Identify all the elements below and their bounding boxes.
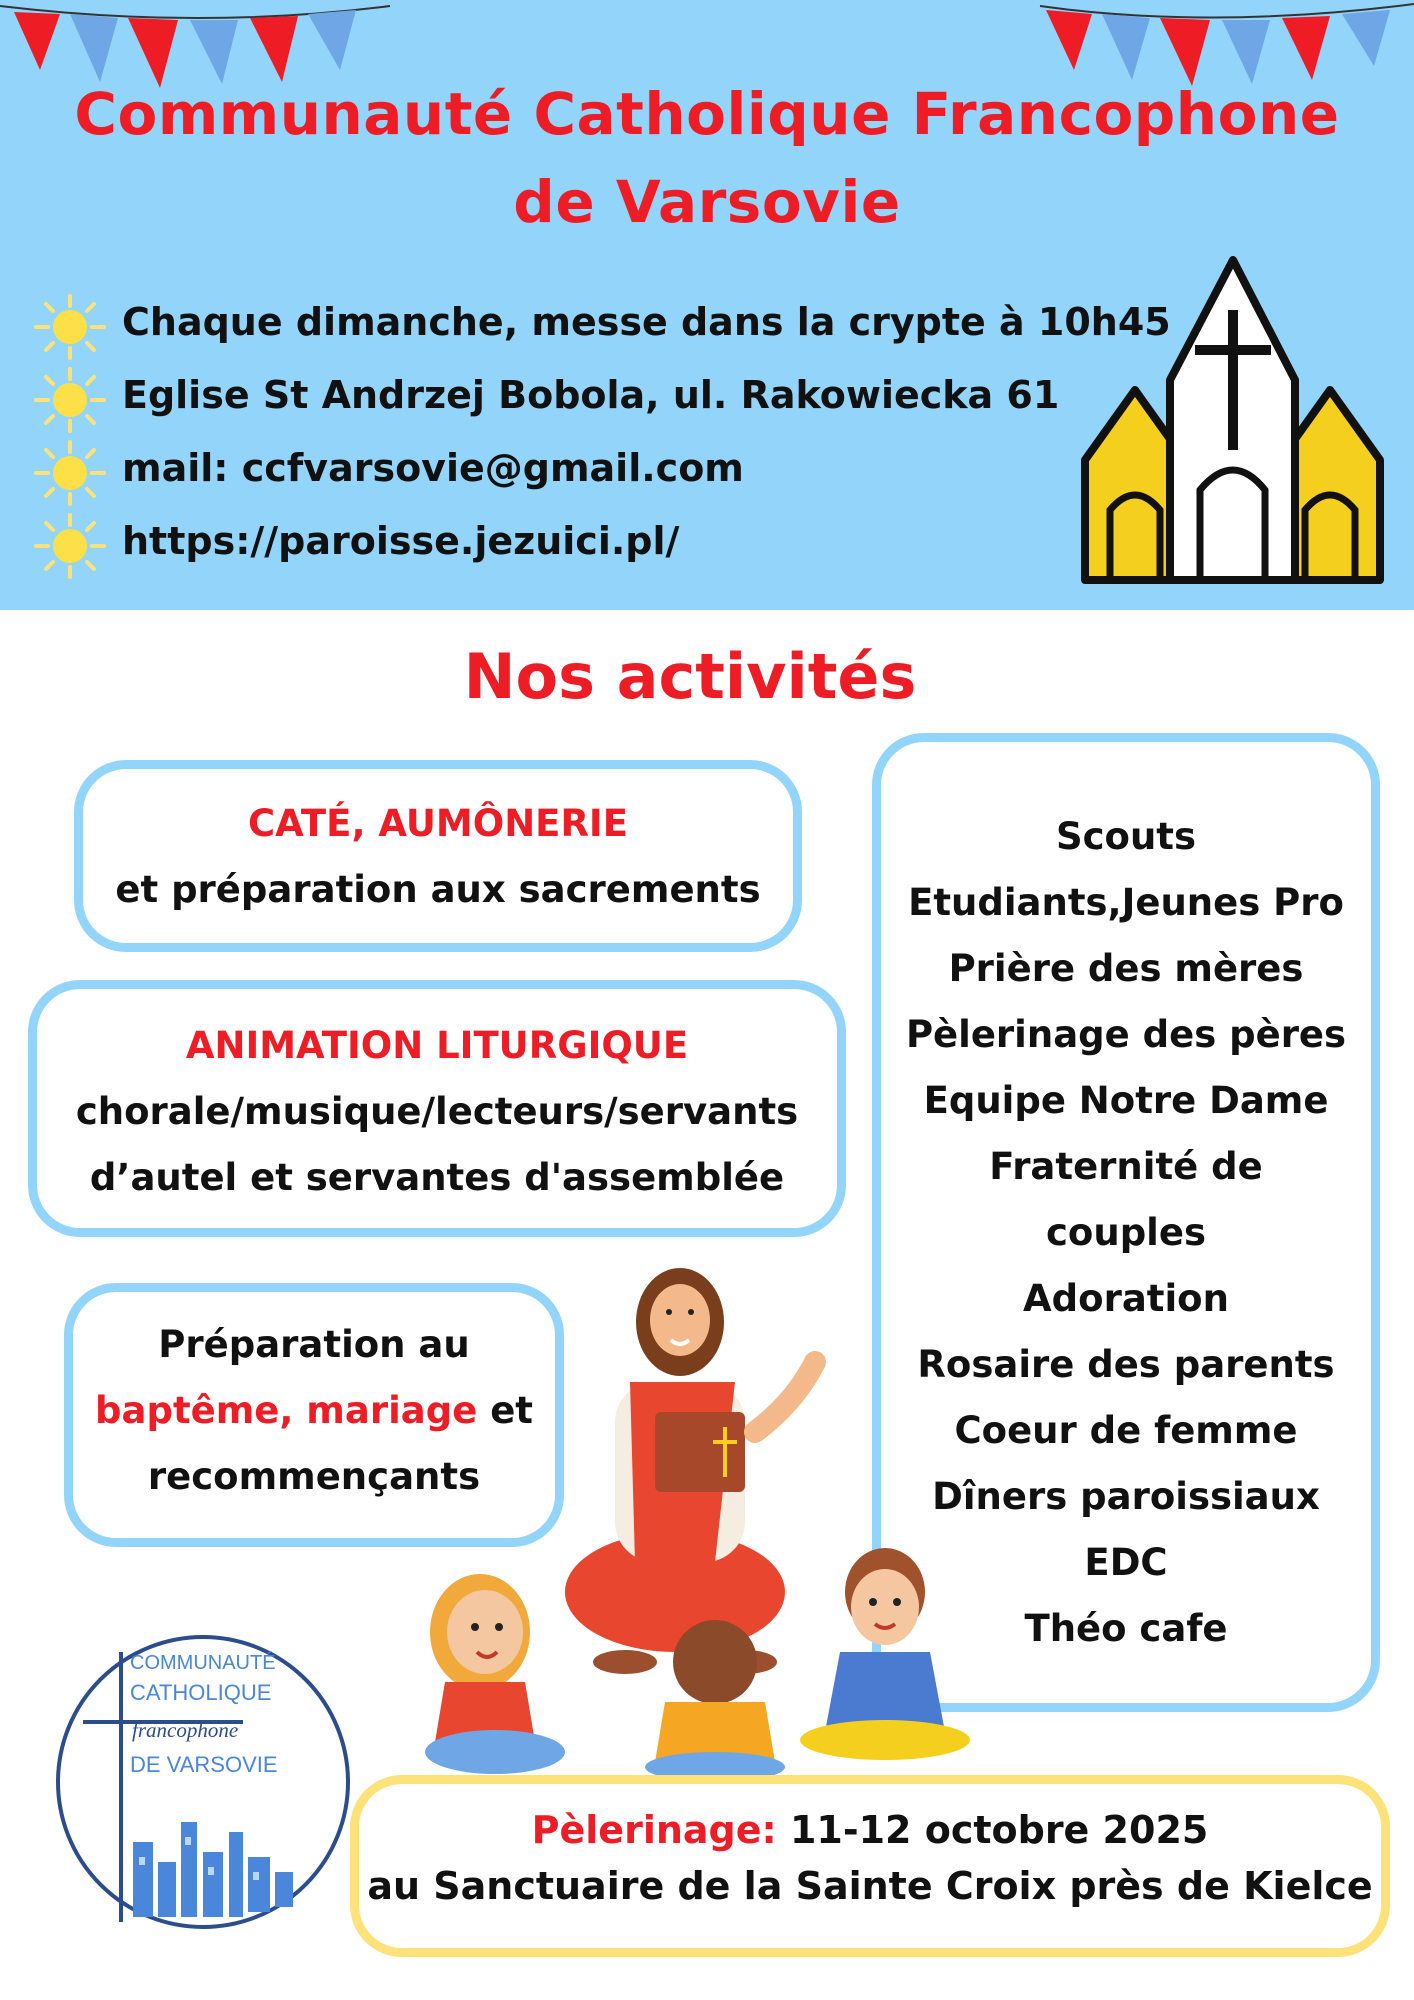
website-link[interactable]: https://paroisse.jezuici.pl/ [122,519,680,563]
page-title [0,70,1414,246]
sun-icon [30,511,110,581]
group-item: Fraternité de [989,1145,1263,1188]
mass-schedule-text: Chaque dimanche, messe dans la crypte à 10h45 [122,300,1171,344]
preparation-line-3: recommençants [147,1455,481,1498]
jesus-with-children-illustration [415,1262,995,1782]
logo-text-line-1: COMMUNAUTÉ [130,1652,276,1674]
title-line-2: de Varsovie [513,168,901,236]
catechism-card [74,760,802,952]
group-item: Coeur de femme [954,1409,1298,1452]
pilgrimage-place: au Sanctuaire de la Sainte Croix près de Kielce [367,1864,1373,1908]
pilgrimage-date: 11-12 octobre 2025 [776,1808,1209,1852]
logo-text-line-3: francophone [132,1718,239,1742]
logo-text-line-2: CATHOLIQUE [130,1680,272,1705]
group-item: Prière des mères [948,947,1304,990]
group-item: EDC [1084,1541,1168,1584]
sun-icon [30,438,110,508]
community-logo [53,1632,353,1932]
group-item: Rosaire des parents [917,1343,1335,1386]
pilgrimage-line-1 [359,1802,1381,1858]
church-address-text: Eglise St Andrzej Bobola, ul. Rakowiecka 61 [122,373,1060,417]
group-item: Equipe Notre Dame [923,1079,1329,1122]
group-item: couples [1046,1211,1206,1254]
preparation-after-highlight: et [477,1389,533,1432]
email-text[interactable]: mail: ccfvarsovie@gmail.com [122,446,744,490]
group-item: Etudiants,Jeunes Pro [908,881,1344,924]
liturgy-line-2: d’autel et servantes d'assemblée [89,1156,785,1199]
group-item: Adoration [1023,1277,1229,1320]
liturgy-card [28,980,846,1237]
catechism-text: et préparation aux sacrements [115,868,761,911]
sun-icon [30,292,110,362]
logo-text-line-4: DE VARSOVIE [130,1752,278,1777]
liturgy-line-1: chorale/musique/lecteurs/servants [75,1090,799,1133]
preparation-highlight: baptême, mariage [95,1389,478,1432]
title-line-1: Communauté Catholique Francophone [74,80,1340,148]
liturgy-heading: ANIMATION LITURGIQUE [185,1024,689,1067]
pilgrimage-card [350,1775,1390,1957]
preparation-line-1: Préparation au [158,1323,470,1366]
group-item: Théo cafe [1024,1607,1228,1650]
catechism-heading: CATÉ, AUMÔNERIE [248,802,628,845]
church-icon [1075,250,1395,590]
sun-icon [30,365,110,435]
group-item: Scouts [1055,815,1197,858]
activities-title: Nos activités [463,640,917,713]
group-item: Pèlerinage des pères [905,1013,1347,1056]
pilgrimage-label: Pèlerinage: [531,1808,777,1852]
group-item: Dîners paroissiaux [932,1475,1320,1518]
